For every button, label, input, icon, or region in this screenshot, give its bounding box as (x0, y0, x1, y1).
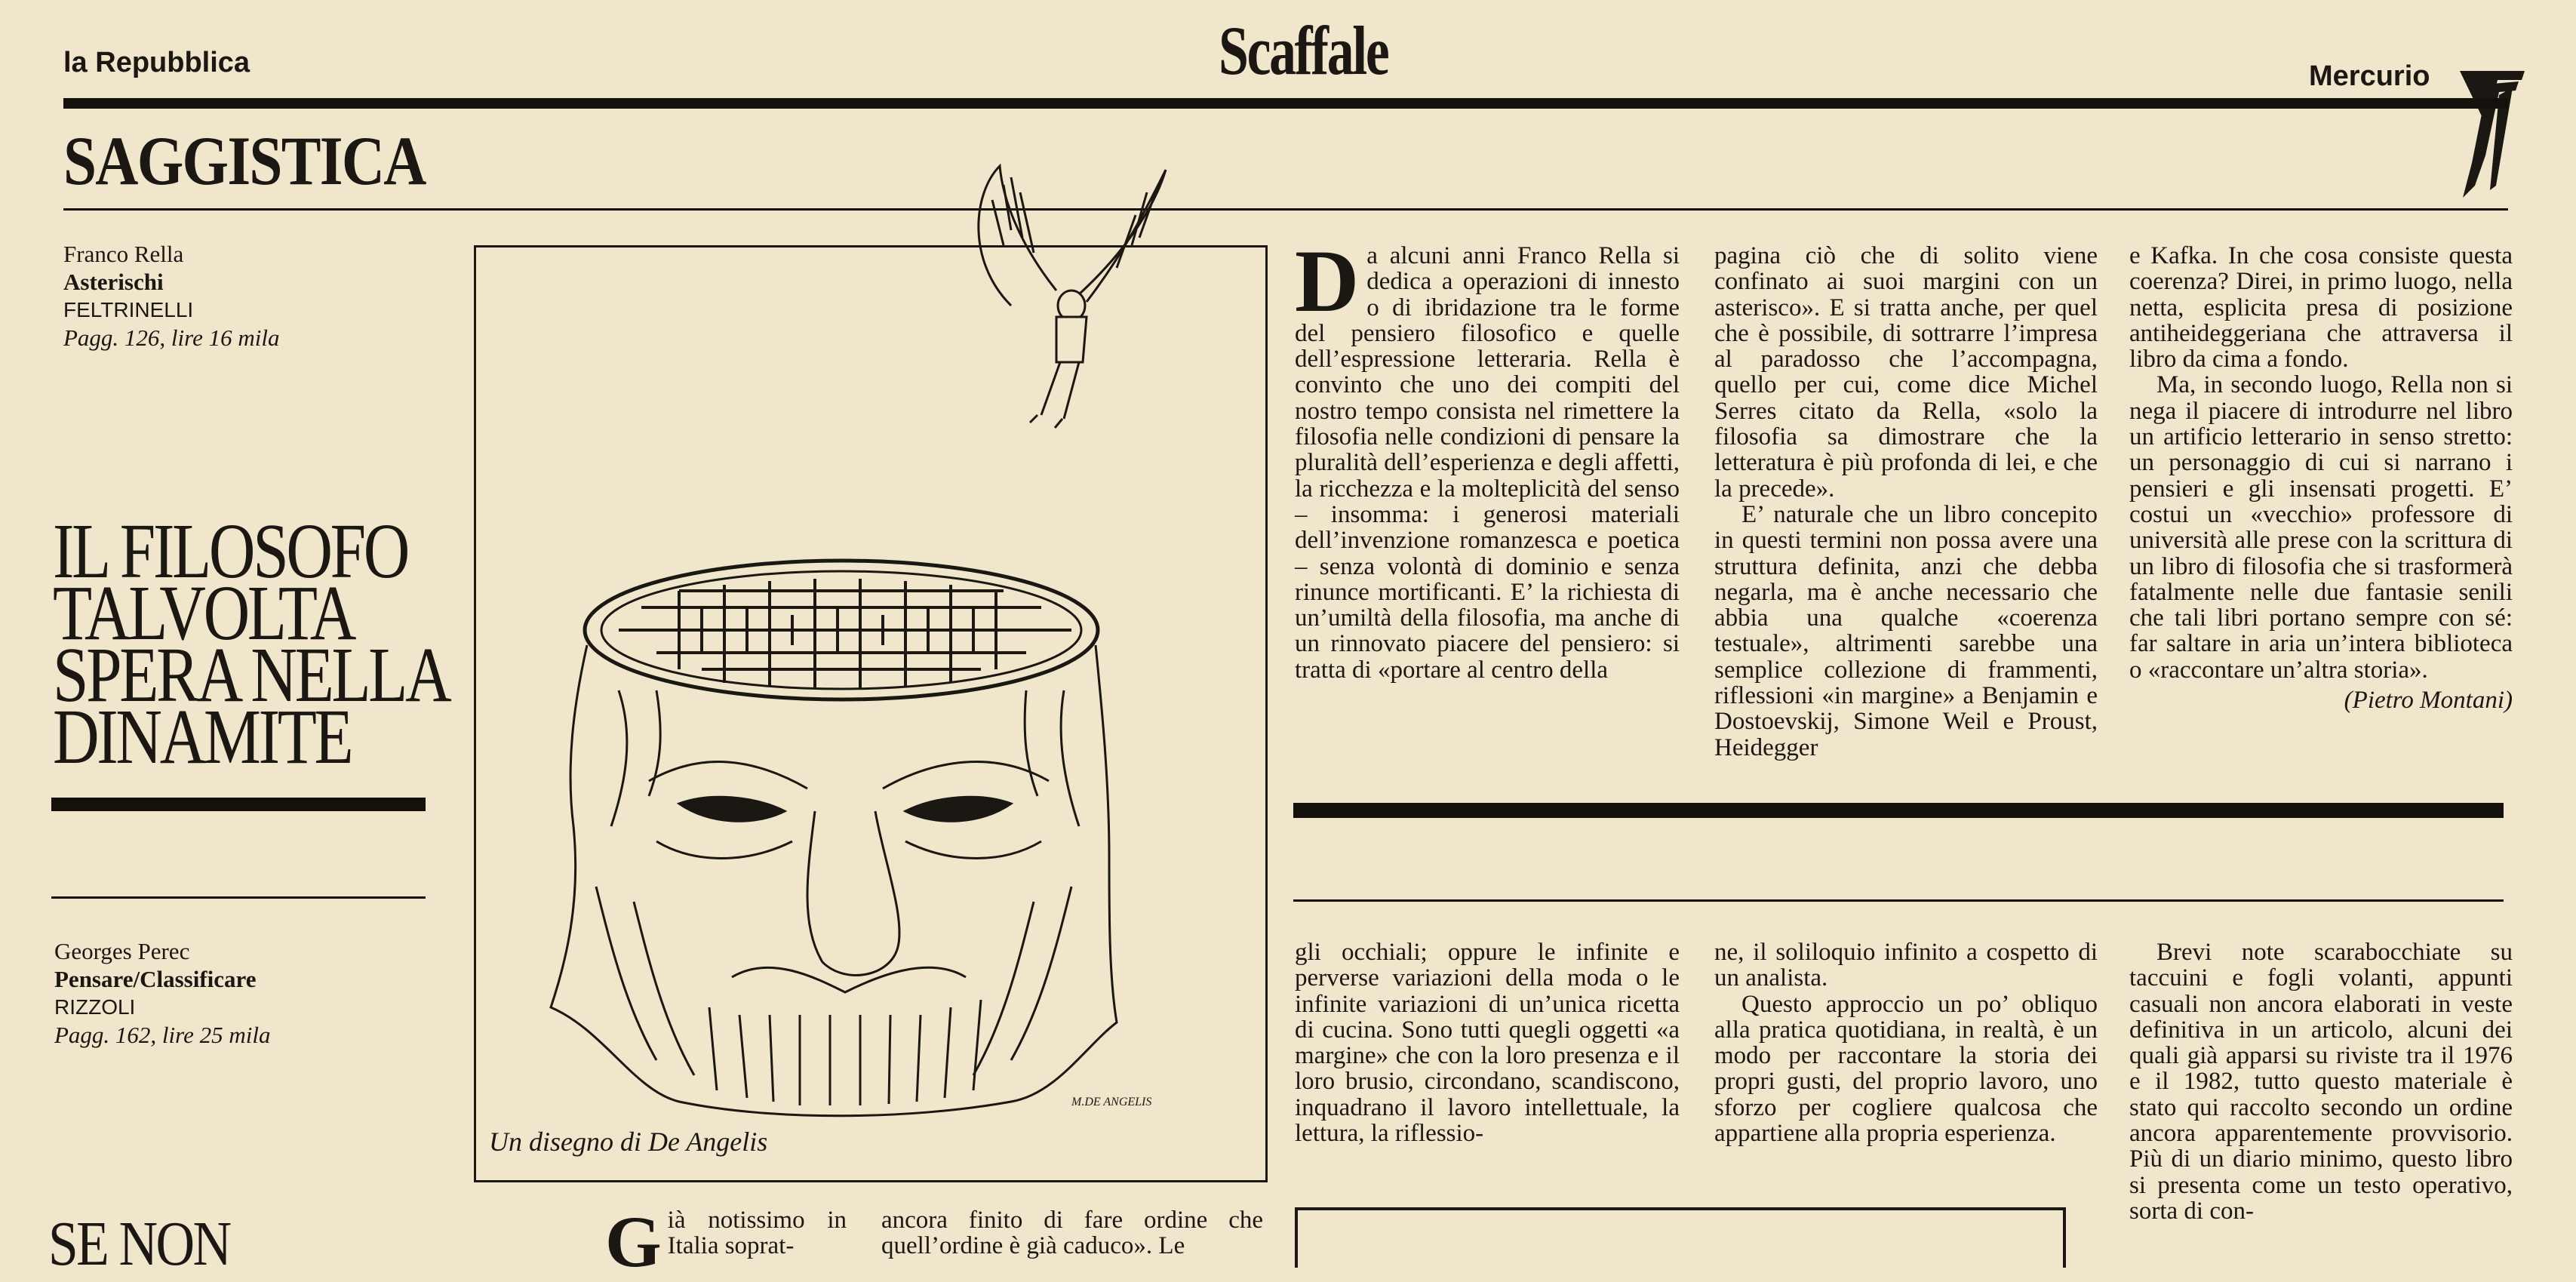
article-paragraph: Questo approccio un po’ obliquo alla pratica quotidiana, in realtà, è un modo per raccontare la storia dei propri gusti, del proprio lavoro, uno sforzo per cogliere qualcosa che appartiene alla propria esperienza. (1714, 990, 2098, 1148)
article-paragraph: ià notissimo in Italia soprat- (667, 1207, 847, 1260)
article-column (1295, 939, 1680, 1146)
drop-cap: D (1295, 232, 1360, 330)
book-publisher: FELTRINELLI (63, 298, 194, 321)
mercurio-logo-icon (2452, 65, 2528, 201)
section-rule (63, 208, 2508, 211)
book-author: Georges Perec (54, 938, 190, 964)
article-end-rule (1293, 803, 2504, 818)
headline-line: SPERA NELLA (53, 632, 450, 718)
article-paragraph: pagina ciò che di solito viene confinato ai suoi margini con un asterisco». E si tratta anche, per quel che è possibile, di sottrarre l’impresa al paradosso che l’accompagna, quello per cui, come dice Michel Serres citato da Rella, «solo la filosofia sa dimostrare che la letteratura è più profonda di lei, e che la precede». (1714, 242, 2098, 503)
article-column (2129, 243, 2513, 713)
article-paragraph: a alcuni anni Franco Rella si dedica a operazioni di innesto o di ibridazione tra le forme del pensiero filosofico e quelle dell’espressione letteraria. Rella è convinto che uno dei compiti del nostro tempo consista nel rimettere la filosofia nelle condizioni di pensare la pluralità dell’esperienza e degli affetti, la ricchezza e la molteplicità del senso – insomma: i generosi materiali dell’invenzione romanzesca e poetica – senza volontà di dominio e senza rinunce mortificanti. E’ la richiesta di un’umiltà della filosofia, ma anche di un rinnovato piacere del pensiero: si tratta di «portare al centro della (1295, 242, 1680, 684)
philosopher-maze-illustration (483, 162, 1268, 1121)
winged-figure-icon (979, 166, 1166, 428)
supplement-name: Mercurio (2309, 60, 2430, 92)
headline (53, 508, 450, 780)
article-paragraph: e Kafka. In che cosa consiste questa coerenza? Direi, in primo luogo, nella netta, esplicita presa di posizione antiheideggeriana che attraversa il libro da cima a fondo. (2129, 242, 2513, 374)
article-column (605, 1201, 847, 1282)
illustration-caption: Un disegno di De Angelis (489, 1127, 768, 1157)
book-info-rella (63, 240, 279, 352)
separator-rule (51, 896, 426, 899)
next-headline: SE NON (48, 1209, 230, 1279)
article-column (2129, 939, 2513, 1224)
headline-line: TALVOLTA (53, 570, 355, 656)
book-pages: Pagg. 162, lire 25 mila (54, 1022, 271, 1048)
illustration-signature: M.DE ANGELIS (1071, 1096, 1152, 1108)
book-pages: Pagg. 126, lire 16 mila (63, 324, 280, 351)
boxed-article-frame (1295, 1207, 2066, 1268)
article-column (1295, 232, 1680, 684)
headline-rule (51, 798, 426, 811)
article-top-rule (1293, 899, 2504, 902)
book-title: Pensare/Classificare (54, 966, 257, 992)
book-publisher: RIZZOLI (54, 995, 136, 1019)
book-info-perec (54, 937, 270, 1049)
article-paragraph: Brevi note scarabocchiate su taccuini e fogli volanti, appunti casuali non ancora elaborati in veste definitiva in un articolo, alcuni dei quali già apparsi su riviste tra il 1976 e il 1982, tutto questo materiale è stato qui raccolto secondo un ordine ancora apparentemente provvisorio. Più di un diario minimo, questo libro si presenta come un testo operativo, sorta di con- (2129, 939, 2513, 1225)
book-title: Asterischi (63, 269, 164, 295)
head-with-maze-icon (551, 561, 1117, 1116)
drop-cap: G (605, 1201, 662, 1282)
section-heading: SAGGISTICA (63, 122, 426, 199)
top-rule (63, 98, 2508, 109)
article-column (1714, 939, 2098, 1146)
article-column (1714, 243, 2098, 761)
article-paragraph: Ma, in secondo luogo, Rella non si nega il piacere di introdurre nel libro un artificio letterario in senso stretto: un personaggio di cui si narrano i pensieri e gli insensati progetti. E’ costui un «vecchio» professore di università alle prese con la scrittura di un libro di filosofia che si trasformerà fatalmente nelle due fantasie senili che tali libri portano sempre con sé: far saltare in aria un’intera biblioteca o «raccontare un’altra storia». (2129, 371, 2513, 684)
article-paragraph: ancora finito di fare ordine che quell’ordine è già caduco». Le (881, 1207, 1263, 1260)
headline-line: IL FILOSOFO (53, 508, 408, 595)
article-column (881, 1207, 1263, 1259)
section-title: Scaffale (1219, 12, 1388, 89)
article-paragraph: ne, il soliloquio infinito a cospetto di un analista. (1714, 939, 2098, 992)
article-signature: (Pietro Montani) (2344, 687, 2513, 715)
newspaper-name: la Repubblica (63, 47, 251, 78)
article-paragraph: gli occhiali; oppure le infinite e perverse variazioni della moda o le infinite variazioni di un’unica ricetta di cucina. Sono tutti quegli oggetti «a margine» che con la loro presenza e il loro brusio, circondano, scandiscono, inquadrano il lavoro intellettuale, la lettura, la riflessio- (1295, 939, 1680, 1148)
headline-line: DINAMITE (53, 693, 352, 780)
article-paragraph: E’ naturale che un libro concepito in questi termini non possa avere una struttura definita, anzi che debba negarla, ma è anche necessario che abbia una qualche «coerenza testuale», altrimenti sarebbe una semplice collezione di frammenti, riflessioni «in margine» a Benjamin e Dostoevskij, Simone Weil e Proust, Heidegger (1714, 500, 2098, 761)
book-author: Franco Rella (63, 241, 184, 267)
